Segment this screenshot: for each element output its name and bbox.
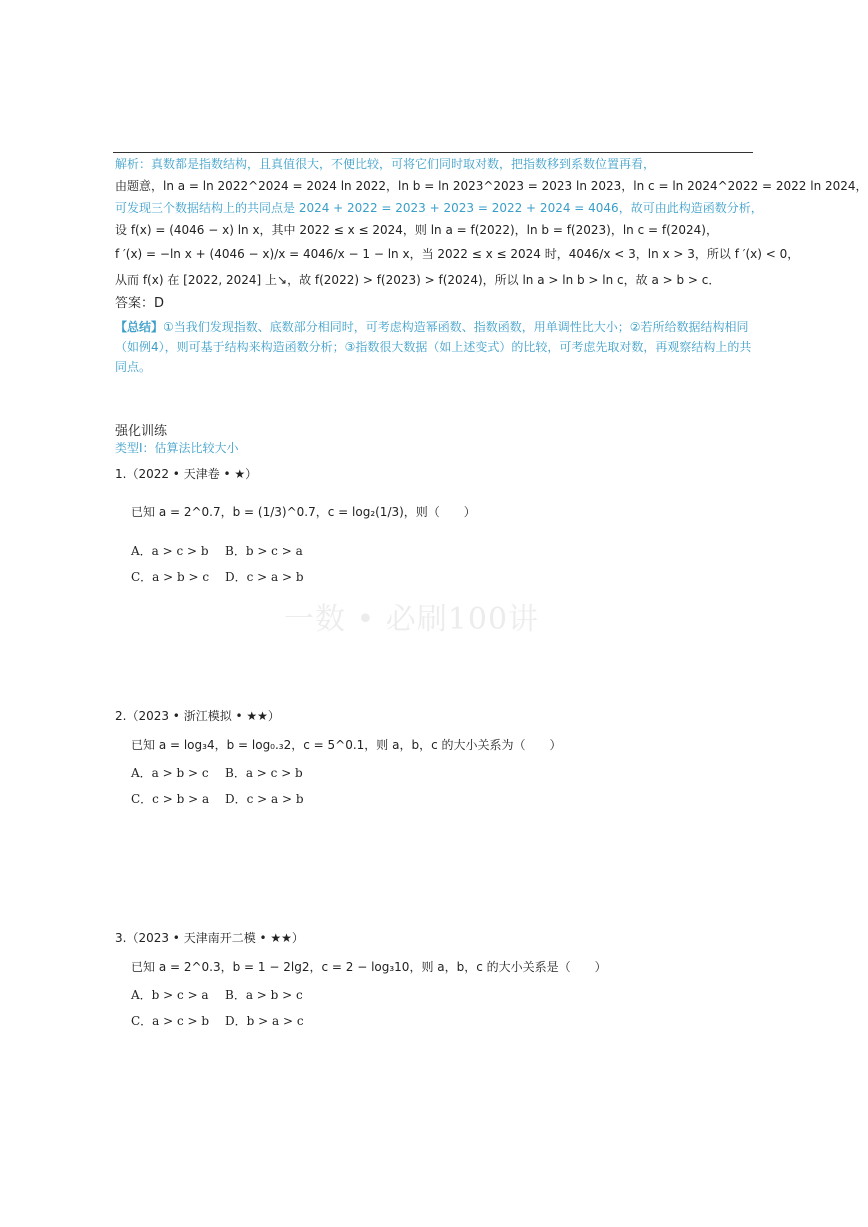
- question-2-stem: 已知 a = log₃4，b = log₀.₃2，c = 5^0.1，则 a，b，c 的大小关系为（ ）: [131, 738, 562, 752]
- solution-line-2: 由题意，ln a = ln 2022^2024 = 2024 ln 2022，ln b = ln 2023^2023 = 2023 ln 2023，ln c = ln 2024^2022 = 2022 ln 2024，: [115, 179, 868, 193]
- question-3-stem: 已知 a = 2^0.3，b = 1 − 2lg2，c = 2 − log₃10，则 a，b，c 的大小关系是（ ）: [131, 960, 607, 974]
- question-2-head: 2.（2023 • 浙江模拟 • ★★）: [115, 709, 280, 723]
- question-3-head: 3.（2023 • 天津南开二模 • ★★）: [115, 931, 304, 945]
- question-1-stem: 已知 a = 2^0.7，b = (1/3)^0.7，c = log₂(1/3)，则（ ）: [131, 505, 476, 519]
- question-2-option-c[interactable]: C．c > b > a: [131, 792, 210, 806]
- solution-label: 解析：: [115, 157, 152, 171]
- summary-block: [115, 317, 755, 377]
- question-3-option-d[interactable]: D．b > a > c: [225, 1014, 304, 1028]
- summary-text: ①当我们发现指数、底数部分相同时，可考虑构造幂函数、指数函数，用单调性比大小；②若所给数据结构相同（如例4），则可基于结构来构造函数分析；③指数很大数据（如上述变式）的比较，可考虑先取对数，再观察结构上的共同点。: [115, 320, 752, 374]
- summary-tag: 【总结】: [115, 320, 164, 334]
- question-2-option-b[interactable]: B．a > c > b: [225, 766, 303, 780]
- question-1-option-a[interactable]: A．a > c > b: [131, 544, 209, 558]
- question-3-option-a[interactable]: A．b > c > a: [131, 988, 209, 1002]
- question-3-option-b[interactable]: B．a > b > c: [225, 988, 303, 1002]
- section-title: 强化训练: [115, 424, 168, 439]
- solution-line-4: 设 f(x) = (4046 − x) ln x，其中 2022 ≤ x ≤ 2024，则 ln a = f(2022)，ln b = f(2023)，ln c = f(2024)，: [115, 223, 718, 237]
- watermark: 一数 • 必刷100讲: [284, 602, 540, 637]
- solution-line-6: 从而 f(x) 在 [2022, 2024] 上↘，故 f(2022) > f(2023) > f(2024)，所以 ln a > ln b > ln c，故 a > b > c．: [115, 273, 721, 287]
- section-subtitle: 类型Ⅰ：估算法比较大小: [115, 441, 239, 455]
- question-2-option-d[interactable]: D．c > a > b: [225, 792, 304, 806]
- top-rule: [113, 152, 753, 153]
- question-3-option-c[interactable]: C．a > c > b: [131, 1014, 210, 1028]
- question-1-option-d[interactable]: D．c > a > b: [225, 570, 304, 584]
- solution-line-5: f ′(x) = −ln x + (4046 − x)/x = 4046/x − 1 − ln x，当 2022 ≤ x ≤ 2024 时，4046/x < 3，ln x > 3，所以 f ′(x) < 0，: [115, 247, 800, 261]
- question-1-option-c[interactable]: C．a > b > c: [131, 570, 210, 584]
- question-1-head: 1.（2022 • 天津卷 • ★）: [115, 467, 258, 481]
- answer-text: 答案：D: [115, 296, 165, 311]
- question-1-option-b[interactable]: B．b > c > a: [225, 544, 303, 558]
- question-2-option-a[interactable]: A．a > b > c: [131, 766, 209, 780]
- solution-line-1: 解析：真数都是指数结构，且真值很大，不便比较，可将它们同时取对数，把指数移到系数位置再看，: [115, 157, 656, 171]
- solution-line-3: 可发现三个数据结构上的共同点是 2024 + 2022 = 2023 + 2023 = 2022 + 2024 = 4046，故可由此构造函数分析，: [115, 201, 763, 215]
